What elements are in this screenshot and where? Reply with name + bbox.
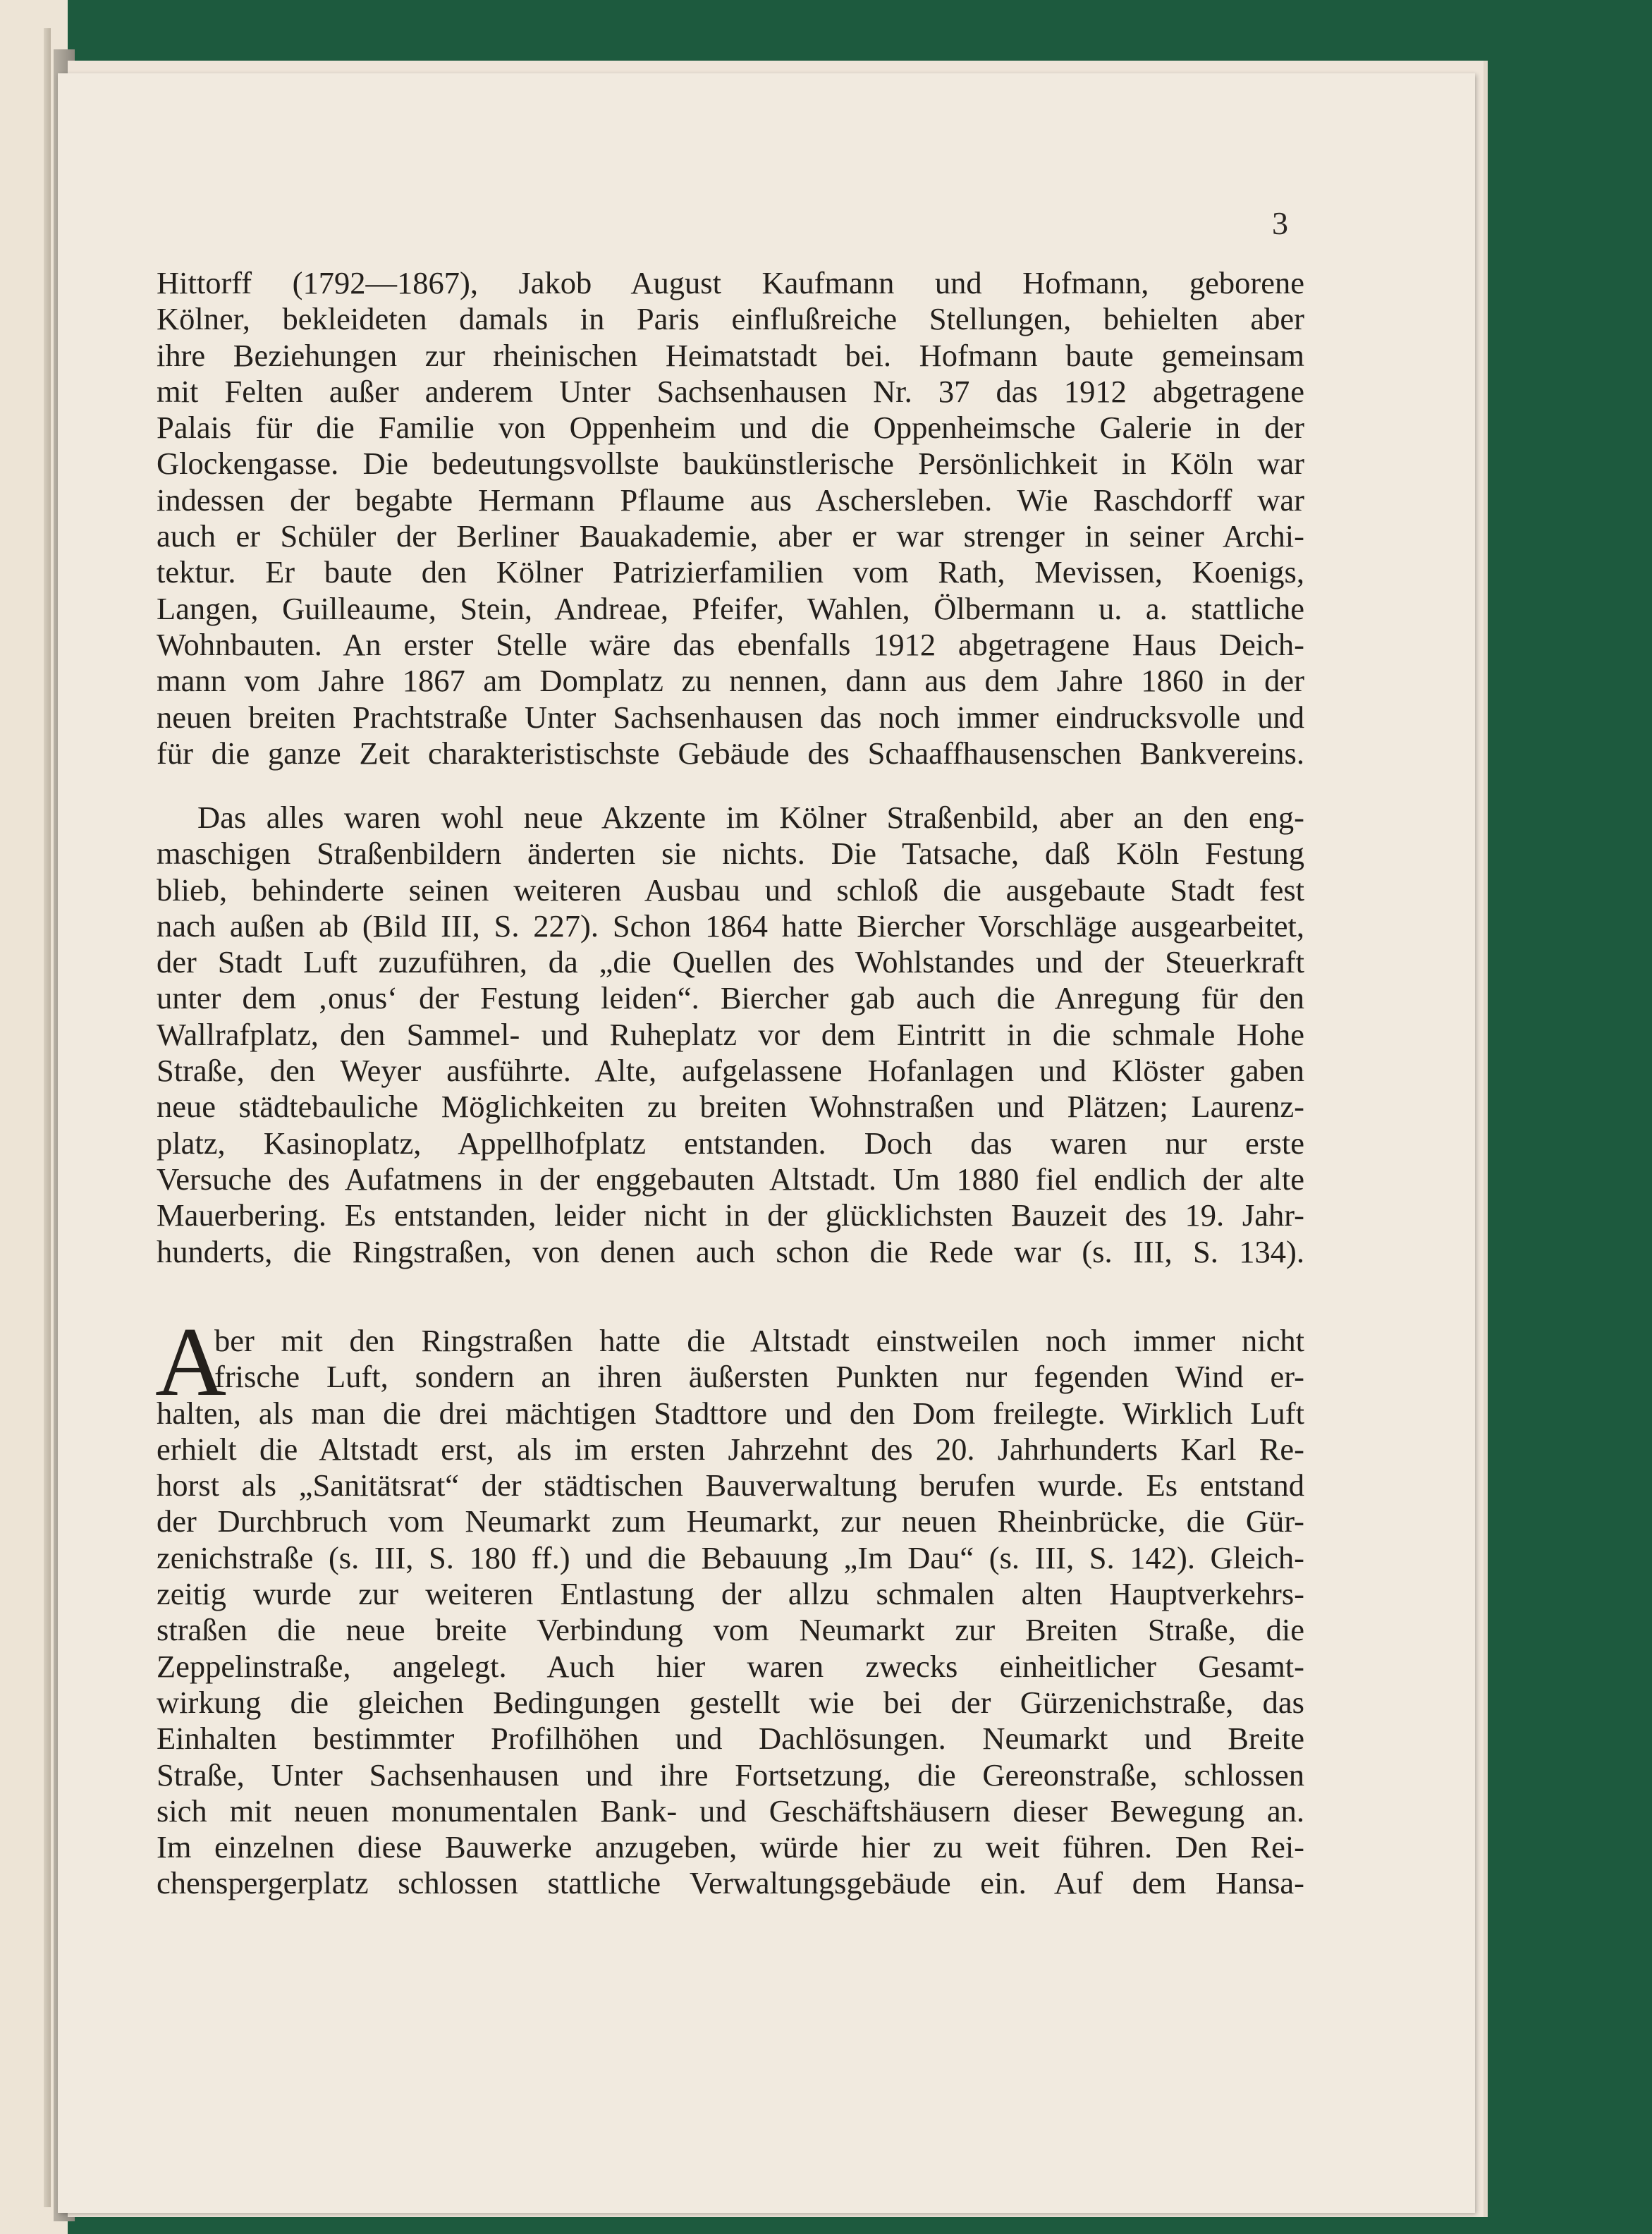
- text-line: blieb, behinderte seinen weiteren Ausbau und schloß die ausgebaute Stadt fest: [157, 872, 1304, 908]
- text-line: Hittorff (1792—1867), Jakob August Kaufmann und Hofmann, geborene: [157, 265, 1304, 300]
- text-line: maschigen Straßenbildern änderten sie nichts. Die Tatsache, daß Köln Festung: [157, 836, 1304, 872]
- text-line: sich mit neuen monumentalen Bank- und Geschäftshäusern dieser Bewegung an.: [157, 1793, 1304, 1829]
- text-line: Wallrafplatz, den Sammel- und Ruheplatz vor dem Eintritt in die schmale Hohe: [157, 1016, 1304, 1052]
- text-line: neue städtebauliche Möglichkeiten zu breiten Wohnstraßen und Plätzen; Laurenz-: [157, 1089, 1304, 1125]
- page-number: 3: [1272, 205, 1288, 241]
- text-line: Das alles waren wohl neue Akzente im Kölner Straßenbild, aber an den eng-: [197, 800, 1304, 835]
- text-line: Straße, Unter Sachsenhausen und ihre Fortsetzung, die Gereonstraße, schlossen: [157, 1757, 1304, 1793]
- dropcap-letter: A: [155, 1307, 227, 1417]
- text-line: wirkung die gleichen Bedingungen gestellt wie bei der Gürzenichstraße, das: [157, 1684, 1304, 1720]
- text-line: der Durchbruch vom Neumarkt zum Heumarkt, zur neuen Rheinbrücke, die Gür-: [157, 1503, 1304, 1539]
- text-line: auch er Schüler der Berliner Bauakademie, aber er war strenger in seiner Archi-: [157, 518, 1304, 554]
- text-line: unter dem ‚onus‘ der Festung leiden“. Biercher gab auch die Anregung für den: [157, 980, 1304, 1016]
- book-page: [58, 73, 1475, 2213]
- text-line: Versuche des Aufatmens in der enggebauten Altstadt. Um 1880 fiel endlich der alte: [157, 1161, 1304, 1197]
- text-line: zenichstraße (s. III, S. 180 ff.) und die Bebauung „Im Dau“ (s. III, S. 142). Gleich-: [157, 1539, 1304, 1575]
- text-line: Straße, den Weyer ausführte. Alte, aufgelassene Hofanlagen und Klöster gaben: [157, 1053, 1304, 1089]
- text-line: für die ganze Zeit charakteristischste Gebäude des Schaaffhausenschen Bankvereins.: [157, 735, 1304, 771]
- text-line: Mauerbering. Es entstanden, leider nicht in der glücklichsten Bauzeit des 19. Jahr-: [157, 1197, 1304, 1233]
- text-line: mit Felten außer anderem Unter Sachsenhausen Nr. 37 das 1912 abgetragene: [157, 373, 1304, 409]
- text-line: halten, als man die drei mächtigen Stadttore und den Dom freilegte. Wirklich Luft: [157, 1395, 1304, 1431]
- text-line: erhielt die Altstadt erst, als im ersten Jahrzehnt des 20. Jahrhunderts Karl Re-: [157, 1431, 1304, 1467]
- text-line: Zeppelinstraße, angelegt. Auch hier waren zwecks einheitlicher Gesamt-: [157, 1648, 1304, 1684]
- text-line: Palais für die Familie von Oppenheim und die Oppenheimsche Galerie in der: [157, 410, 1304, 446]
- text-line: ihre Beziehungen zur rheinischen Heimatstadt bei. Hofmann baute gemeinsam: [157, 337, 1304, 373]
- left-page-edge: [44, 28, 51, 2207]
- paragraph-1: [157, 265, 1304, 771]
- text-line: der Stadt Luft zuzuführen, da „die Quellen des Wohlstandes und der Steuerkraft: [157, 944, 1304, 980]
- text-line: Kölner, bekleideten damals in Paris einflußreiche Stellungen, behielten aber: [157, 301, 1304, 337]
- text-line: tektur. Er baute den Kölner Patrizierfamilien vom Rath, Mevissen, Koenigs,: [157, 554, 1304, 590]
- text-line: hunderts, die Ringstraßen, von denen auch schon die Rede war (s. III, S. 134).: [157, 1233, 1304, 1269]
- text-line: ber mit den Ringstraßen hatte die Altstadt einstweilen noch immer nicht: [214, 1323, 1304, 1358]
- text-line: zeitig wurde zur weiteren Entlastung der allzu schmalen alten Hauptverkehrs-: [157, 1576, 1304, 1612]
- text-line: nach außen ab (Bild III, S. 227). Schon 1864 hatte Biercher Vorschläge ausgearbeitet,: [157, 908, 1304, 944]
- text-line: platz, Kasinoplatz, Appellhofplatz entstanden. Doch das waren nur erste: [157, 1125, 1304, 1161]
- text-line: frische Luft, sondern an ihren äußersten Punkten nur fegenden Wind er-: [214, 1359, 1304, 1395]
- text-line: indessen der begabte Hermann Pflaume aus Aschersleben. Wie Raschdorff war: [157, 482, 1304, 518]
- text-line: horst als „Sanitätsrat“ der städtischen Bauverwaltung berufen wurde. Es entstand: [157, 1467, 1304, 1503]
- text-line: Im einzelnen diese Bauwerke anzugeben, würde hier zu weit führen. Den Rei-: [157, 1829, 1304, 1865]
- paragraph-2: [157, 800, 1304, 1270]
- text-line: neuen breiten Prachtstraße Unter Sachsenhausen das noch immer eindrucksvolle und: [157, 699, 1304, 735]
- text-line: straßen die neue breite Verbindung vom Neumarkt zur Breiten Straße, die: [157, 1612, 1304, 1648]
- text-line: Einhalten bestimmter Profilhöhen und Dachlösungen. Neumarkt und Breite: [157, 1721, 1304, 1757]
- text-line: chenspergerplatz schlossen stattliche Verwaltungsgebäude ein. Auf dem Hansa-: [157, 1865, 1304, 1901]
- paragraph-3: [157, 1323, 1304, 1902]
- text-line: Langen, Guilleaume, Stein, Andreae, Pfeifer, Wahlen, Ölbermann u. a. stattliche: [157, 590, 1304, 626]
- text-line: Wohnbauten. An erster Stelle wäre das ebenfalls 1912 abgetragene Haus Deich-: [157, 626, 1304, 662]
- text-line: mann vom Jahre 1867 am Domplatz zu nennen, dann aus dem Jahre 1860 in der: [157, 663, 1304, 699]
- text-line: Glockengasse. Die bedeutungsvollste baukünstlerische Persönlichkeit in Köln war: [157, 446, 1304, 482]
